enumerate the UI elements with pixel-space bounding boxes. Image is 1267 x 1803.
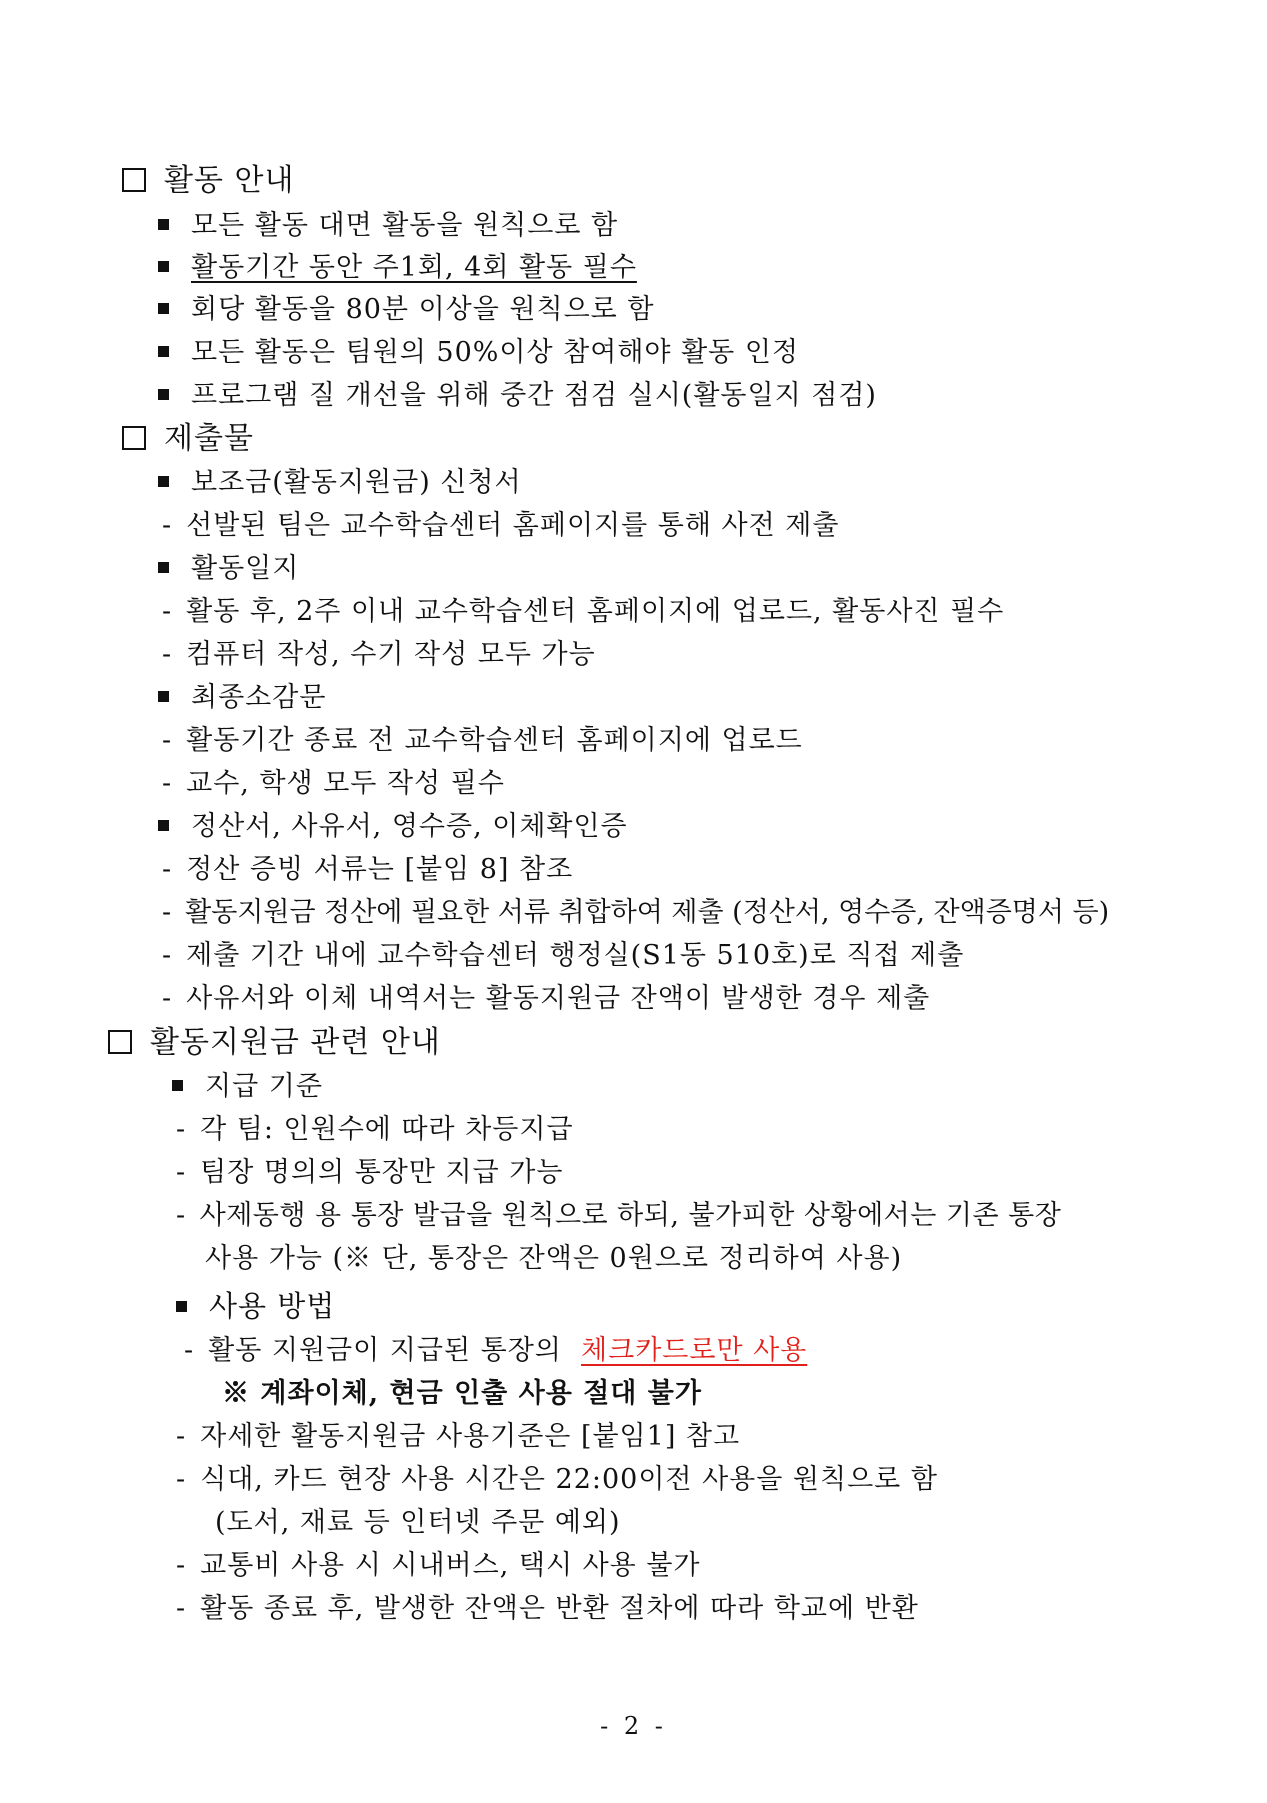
dash-note: - 교수, 학생 모두 작성 필수: [162, 768, 505, 799]
square-bullet-icon: [172, 1080, 183, 1091]
dash-note: - 컴퓨터 작성, 수기 작성 모두 가능: [162, 639, 596, 670]
square-bullet-icon: [158, 346, 169, 357]
bullet-item: 모든 활동 대면 활동을 원칙으로 함: [158, 208, 618, 244]
bullet-item: 최종소감문: [158, 680, 326, 716]
bullet-item: 보조금(활동지원금) 신청서: [158, 465, 522, 501]
dash-note-card-usage: - 활동 지원금이 지급된 통장의 체크카드로만 사용: [184, 1335, 808, 1366]
square-bullet-icon: [176, 1301, 187, 1312]
bullet-item: 지급 기준: [172, 1069, 323, 1105]
bullet-item: 사용 방법: [176, 1288, 335, 1324]
section-heading-funding: 활동지원금 관련 안내: [108, 1025, 441, 1061]
dash-note: - 식대, 카드 현장 사용 시간은 22:00이전 사용을 원칙으로 함: [176, 1464, 938, 1495]
dash-note: - 활동 종료 후, 발생한 잔액은 반환 절차에 따라 학교에 반환: [176, 1593, 919, 1624]
dash-note: - 활동지원금 정산에 필요한 서류 취합하여 제출 (정산서, 영수증, 잔액증명서 등): [162, 897, 1110, 928]
square-bullet-icon: [158, 389, 169, 400]
bullet-item: 프로그램 질 개선을 위해 중간 점검 실시(활동일지 점검): [158, 378, 877, 414]
checkbox-square-icon: [122, 168, 146, 192]
dash-note: - 교통비 사용 시 시내버스, 택시 사용 불가: [176, 1550, 701, 1581]
dash-note: - 활동기간 종료 전 교수학습센터 홈페이지에 업로드: [162, 725, 803, 756]
square-bullet-icon: [158, 261, 169, 272]
bullet-item: 활동일지: [158, 551, 299, 587]
square-bullet-icon: [158, 691, 169, 702]
highlight-check-card-only: 체크카드로만 사용: [581, 1335, 808, 1366]
dash-note: - 선발된 팀은 교수학습센터 홈페이지를 통해 사전 제출: [162, 510, 840, 541]
dash-note: - 각 팀: 인원수에 따라 차등지급: [176, 1114, 574, 1145]
bullet-item: 회당 활동을 80분 이상을 원칙으로 함: [158, 292, 654, 328]
bullet-item: 모든 활동은 팀원의 50%이상 참여해야 활동 인정: [158, 335, 799, 371]
dash-note: - 정산 증빙 서류는 [붙임 8] 참조: [162, 854, 574, 885]
checkbox-square-icon: [122, 426, 146, 450]
section-heading-activity: 활동 안내: [122, 163, 294, 199]
square-bullet-icon: [158, 303, 169, 314]
bullet-item-emphasized: 활동기간 동안 주1회, 4회 활동 필수: [158, 250, 637, 286]
dash-note: - 자세한 활동지원금 사용기준은 [붙임1] 참고: [176, 1421, 741, 1452]
page-number: - 2 -: [600, 1712, 667, 1740]
square-bullet-icon: [158, 820, 169, 831]
warning-note: ※ 계좌이체, 현금 인출 사용 절대 불가: [222, 1378, 702, 1409]
section-heading-submission: 제출물: [122, 421, 254, 457]
square-bullet-icon: [158, 562, 169, 573]
dash-note: - 활동 후, 2주 이내 교수학습센터 홈페이지에 업로드, 활동사진 필수: [162, 596, 1005, 627]
square-bullet-icon: [158, 219, 169, 230]
dash-note-continuation: 사용 가능 (※ 단, 통장은 잔액은 0원으로 정리하여 사용): [205, 1243, 903, 1274]
square-bullet-icon: [158, 476, 169, 487]
dash-note: - 팀장 명의의 통장만 지급 가능: [176, 1157, 564, 1188]
dash-note: - 사제동행 용 통장 발급을 원칙으로 하되, 불가피한 상황에서는 기존 통장: [176, 1200, 1062, 1231]
dash-note: - 사유서와 이체 내역서는 활동지원금 잔액이 발생한 경우 제출: [162, 983, 931, 1014]
checkbox-square-icon: [108, 1030, 132, 1054]
dash-note: - 제출 기간 내에 교수학습센터 행정실(S1동 510호)로 직접 제출: [162, 940, 965, 971]
dash-note-continuation: (도서, 재료 등 인터넷 주문 예외): [215, 1507, 621, 1538]
bullet-item: 정산서, 사유서, 영수증, 이체확인증: [158, 809, 628, 845]
